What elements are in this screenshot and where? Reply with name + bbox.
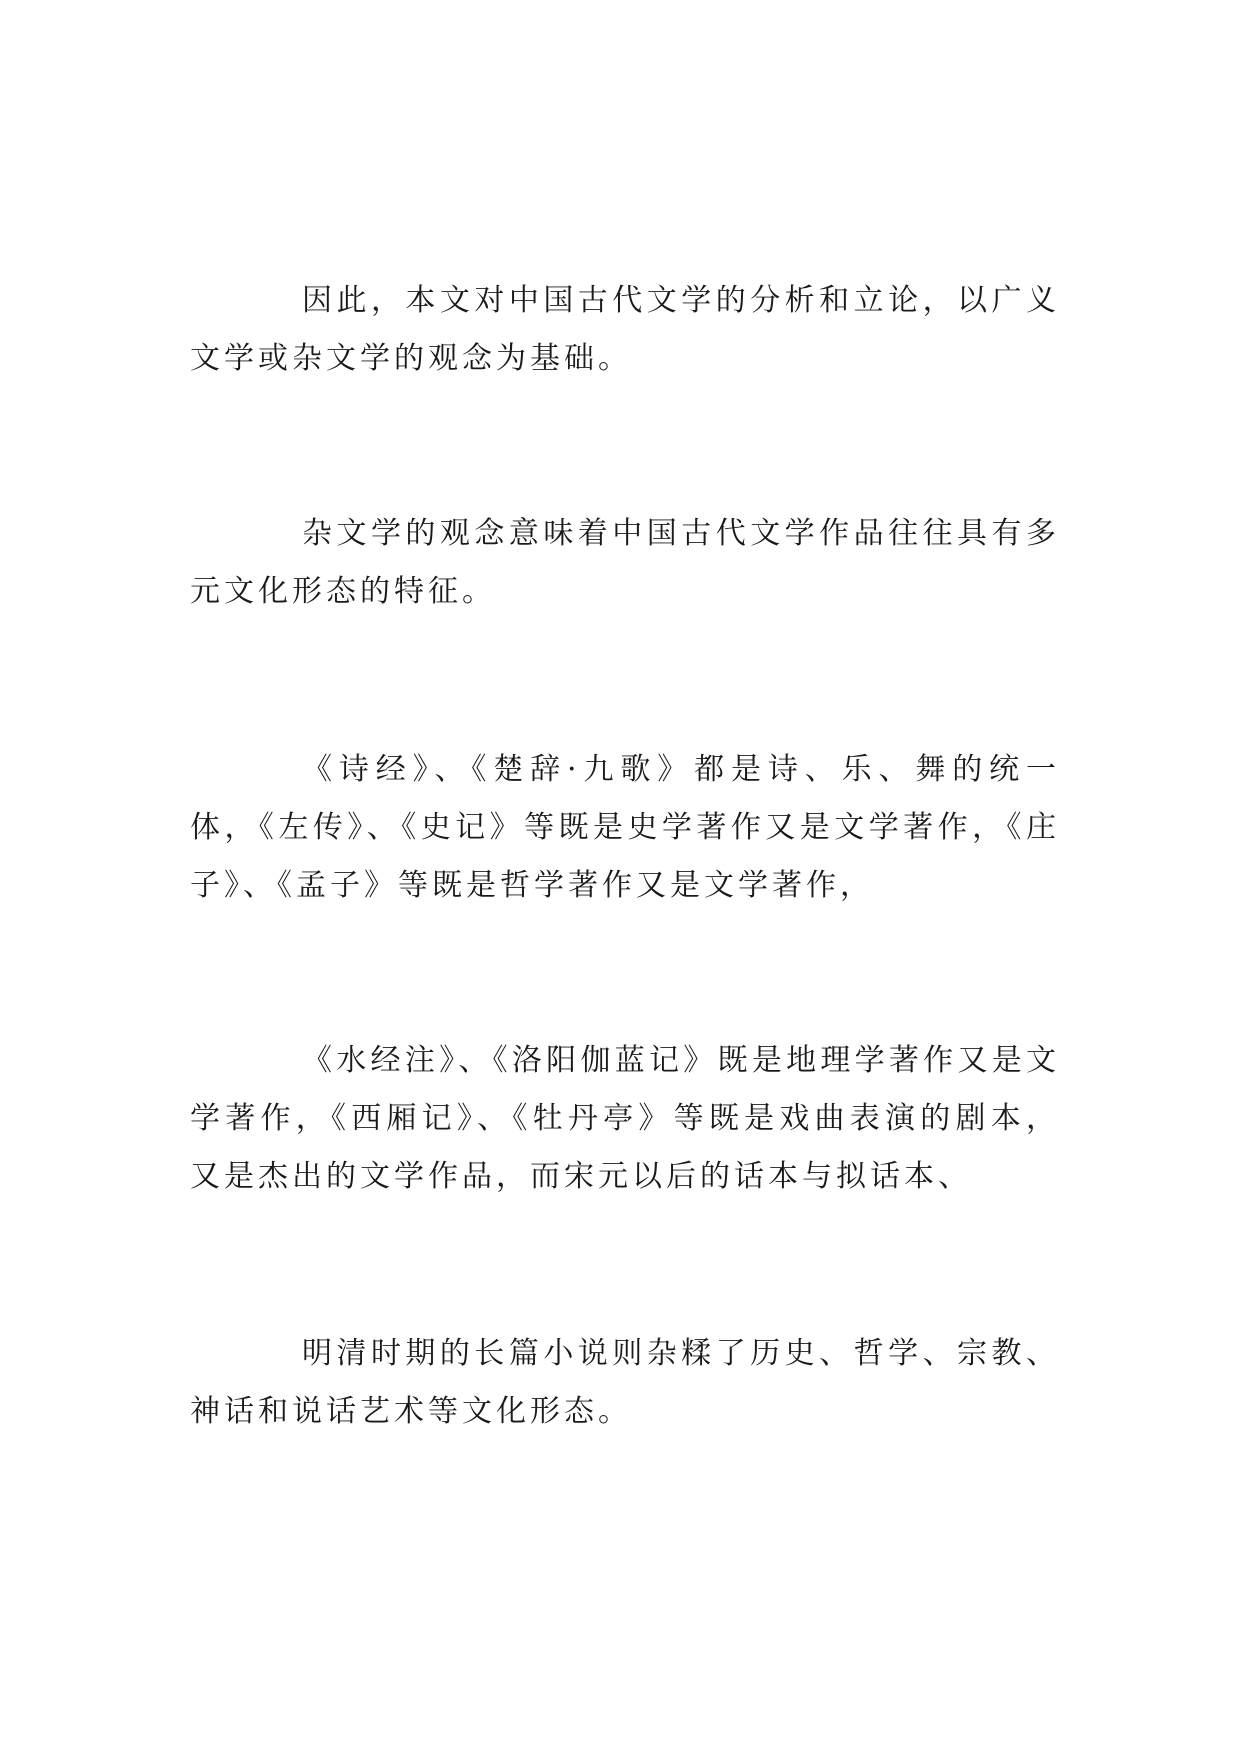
paragraph-5: 明清时期的长篇小说则杂糅了历史、哲学、宗教、神话和说话艺术等文化形态。 xyxy=(190,1336,1060,1429)
paragraph-4: 《水经注》、《洛阳伽蓝记》既是地理学著作又是文学著作，《西厢记》、《牡丹亭》等既是戏曲表演的剧本，又是杰出的文学作品，而宋元以后的话本与拟话本、 xyxy=(190,1043,1060,1194)
paragraph-2: 杂文学的观念意味着中国古代文学作品往往具有多元文化形态的特征。 xyxy=(190,516,1060,609)
paragraph-3: 《诗经》、《楚辞·九歌》都是诗、乐、舞的统一体，《左传》、《史记》等既是史学著作又是文学著作，《庄子》、《孟子》等既是哲学著作又是文学著作， xyxy=(190,752,1060,903)
paragraph-1: 因此，本文对中国古代文学的分析和立论，以广义文学或杂文学的观念为基础。 xyxy=(190,283,1060,376)
